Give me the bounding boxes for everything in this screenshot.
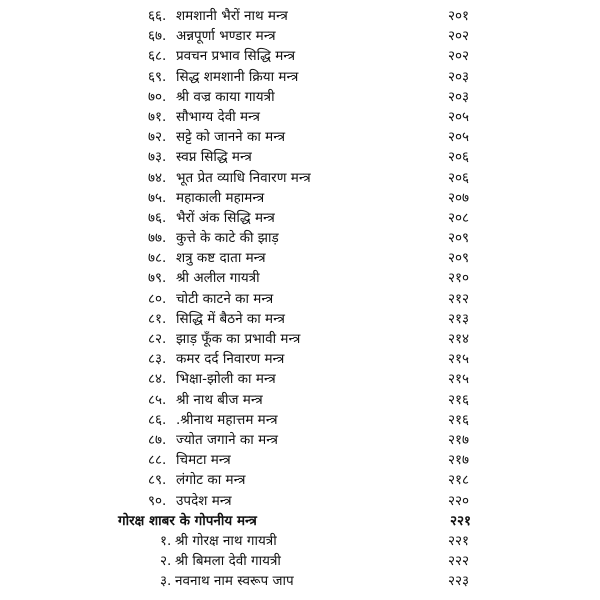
entry-page: २१७	[448, 452, 470, 469]
entry-page: २०५	[448, 108, 470, 125]
toc-entry	[0, 268, 600, 288]
entry-title: उपदेश मन्त्र	[176, 492, 232, 509]
toc-entry	[0, 369, 600, 389]
toc-entry	[0, 208, 600, 228]
entry-title: भूत प्रेत व्याधि निवारण मन्त्र	[176, 169, 311, 186]
entry-page: २१२	[448, 290, 470, 307]
entry-number: ६७.	[148, 28, 167, 45]
toc-entry	[0, 410, 600, 430]
entry-title: शमशानी भैरों नाथ मन्त्र	[176, 8, 288, 24]
entry-page: २०९	[448, 250, 470, 267]
entry-page: २०२	[448, 28, 470, 45]
toc-entry	[0, 430, 600, 450]
toc-subentry	[0, 571, 600, 591]
entry-number: ८९.	[148, 472, 167, 489]
section-title: गोरक्ष शाबर के गोपनीय मन्त्र	[118, 512, 257, 529]
toc-entry	[0, 228, 600, 248]
entry-number: ८३.	[148, 351, 167, 368]
toc-section-heading	[0, 511, 600, 531]
entry-title: महाकाली महामन्त्र	[176, 189, 265, 206]
toc-entry	[0, 450, 600, 470]
entry-number: ६८.	[148, 48, 167, 65]
toc-entry	[0, 309, 600, 329]
entry-number: ७९.	[148, 270, 167, 287]
entry-title: स्वप्न सिद्धि मन्त्र	[176, 149, 252, 166]
entry-number: ७१.	[148, 108, 167, 125]
entry-number: ७६.	[148, 209, 167, 226]
toc-entry	[0, 248, 600, 268]
entry-number: ८८.	[148, 452, 167, 469]
entry-page: २१५	[448, 371, 470, 388]
entry-page: २१७	[448, 431, 470, 448]
entry-number: ७२.	[148, 129, 167, 146]
subentry-number: १.	[160, 532, 172, 549]
entry-page: २०३	[448, 68, 470, 85]
entry-number: ७८.	[148, 250, 167, 267]
toc-entry	[0, 127, 600, 147]
entry-title: चोटी काटने का मन्त्र	[176, 290, 274, 307]
subentry-title: श्री बिमला देवी गायत्री	[175, 553, 281, 570]
entry-number: ८५.	[148, 391, 167, 408]
subentry-number: ३.	[160, 573, 172, 590]
entry-number: ८४.	[148, 371, 167, 388]
entry-page: २०९	[448, 230, 470, 247]
entry-page: २१५	[448, 351, 470, 368]
subentry-page: २२२	[448, 553, 470, 570]
entry-page: २१३	[448, 310, 470, 327]
entry-title: सट्टे को जानने का मन्त्र	[176, 129, 286, 146]
toc-entry	[0, 470, 600, 490]
entry-title: प्रवचन प्रभाव सिद्धि मन्त्र	[176, 48, 296, 65]
subentry-title: श्री गोरक्ष नाथ गायत्री	[175, 532, 277, 549]
toc-entry	[0, 67, 600, 87]
toc-entry	[0, 107, 600, 127]
entry-page: २०७	[448, 189, 470, 206]
entry-title: .श्रीनाथ महात्तम मन्त्र	[176, 411, 278, 428]
toc-entry	[0, 6, 600, 26]
entry-title: भिक्षा-झोली का मन्त्र	[176, 371, 276, 388]
entry-page: २२०	[448, 492, 470, 509]
toc-entry	[0, 289, 600, 309]
entry-page: २०३	[448, 88, 470, 105]
entry-number: ६९.	[148, 68, 167, 85]
entry-title: भैरों अंक सिद्धि मन्त्र	[176, 209, 275, 226]
entry-number: ७४.	[148, 169, 167, 186]
entry-number: ७७.	[148, 230, 167, 247]
entry-page: २१६	[448, 391, 470, 408]
toc-entry	[0, 147, 600, 167]
entry-number: ६६.	[148, 8, 167, 24]
entry-title: श्री वज्र काया गायत्री	[176, 88, 275, 105]
entry-page: २०८	[448, 209, 470, 226]
entry-number: ७०.	[148, 88, 167, 105]
entry-page: २१४	[448, 331, 470, 347]
subentry-page: २२३	[448, 573, 470, 590]
entry-number: ८२.	[148, 331, 167, 347]
entry-title: अन्नपूर्णा भण्डार मन्त्र	[176, 28, 276, 45]
entry-title: ज्योत जगाने का मन्त्र	[176, 431, 279, 448]
entry-page: २०५	[448, 129, 470, 146]
toc-entry	[0, 188, 600, 208]
entry-title: सिद्ध शमशानी क्रिया मन्त्र	[176, 68, 299, 85]
entry-title: श्री नाथ बीज मन्त्र	[176, 391, 263, 408]
entry-title: सौभाग्य देवी मन्त्र	[176, 108, 260, 125]
subentry-page: २२१	[448, 532, 470, 549]
entry-number: ८७.	[148, 431, 167, 448]
toc-entry	[0, 390, 600, 410]
entry-page: २०६	[448, 169, 470, 186]
subentry-number: २.	[160, 553, 172, 570]
entry-number: ८६.	[148, 411, 167, 428]
entry-number: ९०.	[148, 492, 167, 509]
toc-entry	[0, 87, 600, 107]
entry-title: श्री अलील गायत्री	[176, 270, 260, 287]
entry-number: ७५.	[148, 189, 167, 206]
entry-page: २०६	[448, 149, 470, 166]
subentry-title: नवनाथ नाम स्वरूप जाप	[175, 573, 294, 590]
entry-page: २०२	[448, 48, 470, 65]
entry-number: ८१.	[148, 310, 167, 327]
entry-page: २१०	[448, 270, 470, 287]
entry-page: २१६	[448, 411, 470, 428]
entry-title: चिमटा मन्त्र	[176, 452, 231, 469]
toc-entry	[0, 46, 600, 66]
toc-entry	[0, 26, 600, 46]
entry-number: ८०.	[148, 290, 167, 307]
table-of-contents	[0, 6, 600, 591]
toc-subentry	[0, 551, 600, 571]
entry-title: सिद्धि में बैठने का मन्त्र	[176, 310, 285, 327]
entry-page: २०१	[448, 8, 470, 24]
entry-title: लंगोट का मन्त्र	[176, 472, 246, 489]
toc-subentry	[0, 531, 600, 551]
entry-title: झाड़ फूँक का प्रभावी मन्त्र	[176, 331, 301, 347]
entry-page: २१८	[448, 472, 470, 489]
entry-title: शत्रु कष्ट दाता मन्त्र	[176, 250, 266, 267]
entry-title: कमर दर्द निवारण मन्त्र	[176, 351, 285, 368]
entry-number: ७३.	[148, 149, 167, 166]
toc-entry	[0, 168, 600, 188]
section-page: २२१	[450, 512, 472, 529]
toc-entry	[0, 349, 600, 369]
toc-entry	[0, 491, 600, 511]
entry-title: कुत्ते के काटे की झाड़	[176, 230, 279, 247]
toc-entry	[0, 329, 600, 349]
